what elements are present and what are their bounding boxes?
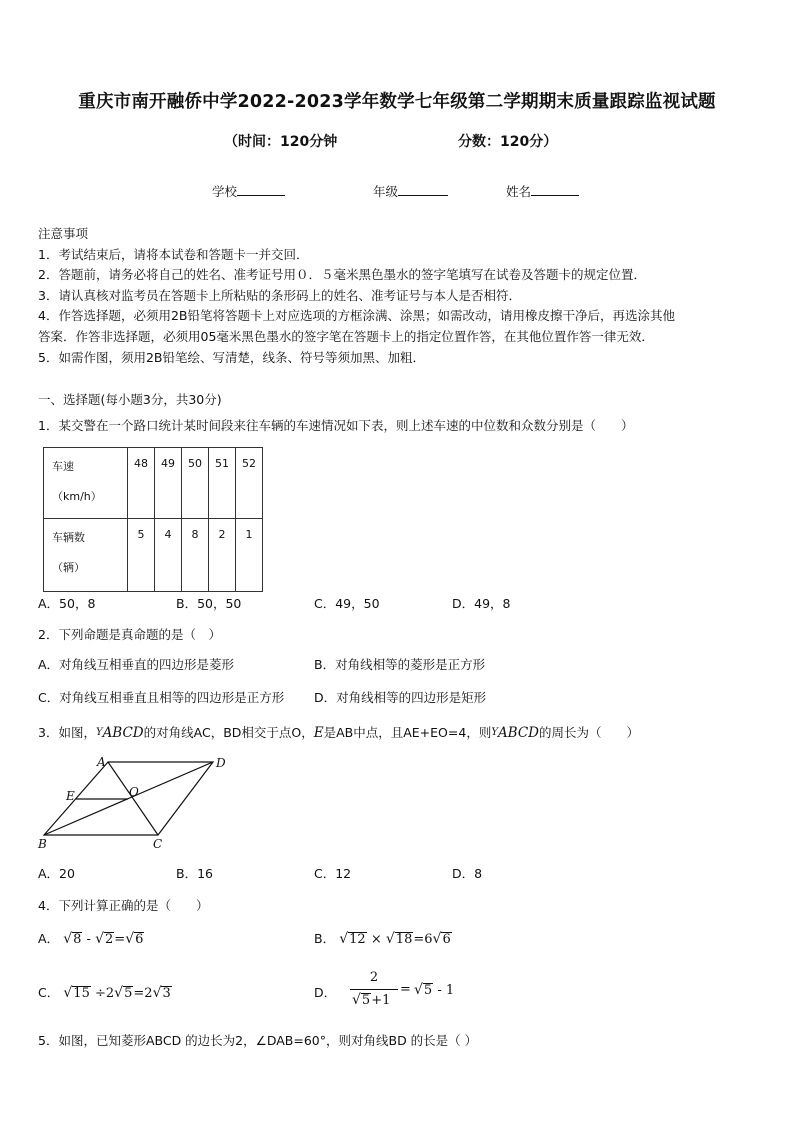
label-d: D: [216, 756, 226, 770]
q2-option-d: D．对角线相等的四边形是矩形: [314, 690, 487, 705]
school-blank: [237, 183, 285, 196]
grade-field: [373, 182, 448, 200]
grade-label: 年级: [373, 184, 399, 199]
q1-option-a: A．50，8: [38, 596, 96, 611]
table-cell: 48: [128, 448, 155, 519]
q1-option-c: C．49，50: [314, 596, 380, 611]
label-b: B: [38, 837, 47, 851]
q4-option-b: B． √12 × √18=6√6: [314, 931, 451, 947]
notice-item: 2．答题前，请务必将自己的姓名、准考证号用０．５毫米黑色墨水的签字笔填写在试卷及答题卡的规定位置．: [38, 267, 646, 282]
table-header-cell: 车辆数 （辆）: [44, 519, 128, 592]
notice-item: 1．考试结束后，请将本试卷和答题卡一并交回．: [38, 247, 309, 262]
q4-option-c: C． √15 ÷2√5=2√3: [38, 985, 171, 1001]
fraction-denominator: √5+1: [352, 992, 391, 1008]
name-blank: [531, 183, 579, 196]
table-cell: 4: [155, 519, 182, 592]
table-cell: 1: [236, 519, 263, 592]
school-field: [212, 182, 285, 200]
table-cell: 2: [209, 519, 236, 592]
q5-stem: 5．如图，已知菱形ABCD 的边长为2，∠DAB=60°，则对角线BD 的长是（ ）: [38, 1033, 478, 1048]
radical-sign: √: [432, 931, 442, 947]
radical-sign: √: [125, 931, 135, 947]
name-field: [506, 182, 579, 200]
parallelogram-symbol: Y: [95, 727, 103, 738]
exam-time: （时间：120分钟: [224, 134, 338, 150]
q3-stem: 3．如图，YABCD的对角线AC，BD相交于点O，E是AB中点，且AE+EO=4，则YABCD的周长为（ ）: [38, 725, 640, 741]
name-label: 姓名: [506, 184, 532, 199]
notice-item: 答案．作答非选择题，必须用05毫米黑色墨水的签字笔在答题卡上的指定位置作答，在其他位置作答一律无效．: [38, 329, 654, 344]
table-row: [44, 519, 263, 592]
table-cell: 5: [128, 519, 155, 592]
q3-option-b: B．16: [176, 866, 213, 881]
q2-option-b: B．对角线相等的菱形是正方形: [314, 657, 486, 672]
notice-item: 3．请认真核对监考员在答题卡上所粘贴的条形码上的姓名、准考证号与本人是否相符．: [38, 288, 521, 303]
grade-blank: [398, 183, 448, 196]
radical-sign: √: [339, 931, 349, 947]
table-cell: 51: [209, 448, 236, 519]
radical-sign: √: [152, 985, 162, 1001]
radical-sign: √: [114, 985, 124, 1001]
q3-option-d: D．8: [452, 866, 483, 881]
q2-stem: 2．下列命题是真命题的是（ ）: [38, 627, 221, 642]
parallelogram-figure: [30, 752, 240, 852]
school-label: 学校: [212, 184, 238, 199]
fraction-bar: [350, 989, 398, 990]
parallelogram-symbol: Y: [491, 727, 498, 738]
radical-sign: √: [63, 931, 73, 947]
speed-table: [43, 447, 263, 592]
table-cell: 50: [182, 448, 209, 519]
radical-sign: √: [63, 985, 73, 1001]
table-cell: 8: [182, 519, 209, 592]
q4-option-a: A． √8 - √2=√6: [38, 931, 144, 947]
section-heading: 一、选择题(每小题3分，共30分): [38, 392, 222, 407]
table-row: [44, 448, 263, 519]
exam-score: 分数：120分）: [458, 134, 558, 150]
q2-option-c: C．对角线互相垂直且相等的四边形是正方形: [38, 690, 285, 705]
notice-item: 4．作答选择题，必须用2B铅笔将答题卡上对应选项的方框涂满、涂黑；如需改动，请用橡皮擦干净后，再选涂其他: [38, 308, 675, 323]
table-header-cell: 车速 （km/h）: [44, 448, 128, 519]
q2-option-a: A．对角线互相垂直的四边形是菱形: [38, 657, 235, 672]
radical-sign: √: [95, 931, 105, 947]
q1-option-d: D．49，8: [452, 596, 511, 611]
notice-heading: 注意事项: [38, 226, 89, 241]
radical-sign: √: [414, 982, 423, 998]
fraction-numerator: 2: [369, 970, 379, 985]
q4-stem: 4．下列计算正确的是（ ）: [38, 898, 209, 913]
q1-stem: 1．某交警在一个路口统计某时间段来往车辆的车速情况如下表，则上述车速的中位数和众数分别是（ ）: [38, 418, 634, 433]
label-e: E: [66, 789, 75, 803]
exam-title: 重庆市南开融侨中学2022-2023学年数学七年级第二学期期末质量跟踪监视试题: [78, 92, 716, 112]
table-cell: 49: [155, 448, 182, 519]
q1-option-b: B．50，50: [176, 596, 242, 611]
table-cell: 52: [236, 448, 263, 519]
label-o: O: [129, 785, 139, 799]
radical-sign: √: [385, 931, 395, 947]
label-c: C: [153, 837, 163, 851]
q3-option-a: A．20: [38, 866, 75, 881]
q3-option-c: C．12: [314, 866, 352, 881]
label-a: A: [97, 755, 106, 769]
notice-item: 5．如需作图，须用2B铅笔绘、写清楚，线条、符号等须加黑、加粗．: [38, 350, 425, 365]
